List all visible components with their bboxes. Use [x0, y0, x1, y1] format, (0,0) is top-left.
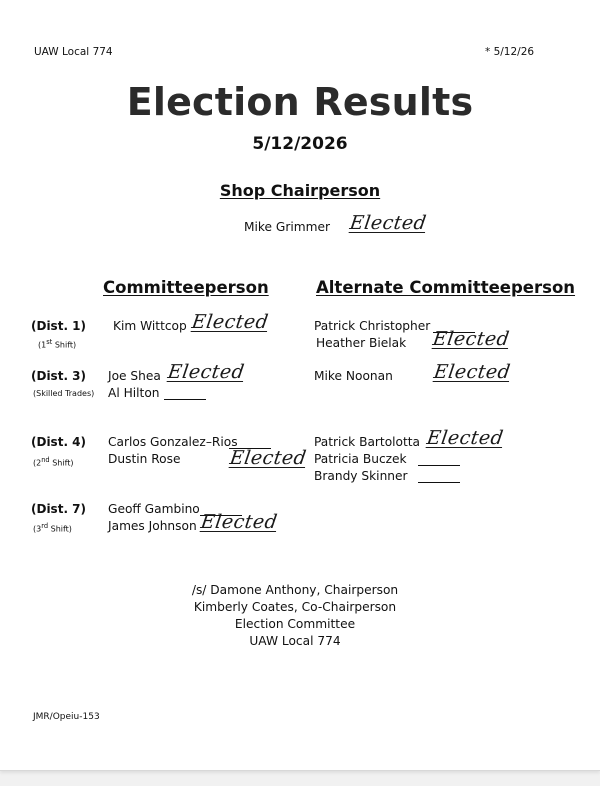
candidate-name: Mike Noonan	[314, 369, 393, 383]
org-header: UAW Local 774	[34, 46, 113, 58]
district-shift: (1st Shift)	[38, 338, 77, 350]
elected-mark: Elected	[199, 511, 279, 533]
candidate-name: Carlos Gonzalez–Rios	[108, 435, 238, 449]
election-date: 5/12/2026	[252, 134, 348, 154]
candidate-name: Dustin Rose	[108, 452, 181, 466]
page-title: Election Results	[126, 80, 474, 124]
district-shift: (3rd Shift)	[33, 522, 72, 534]
district-shift: (Skilled Trades)	[33, 389, 95, 398]
elected-mark: Elected	[348, 212, 428, 234]
blank-line	[418, 465, 460, 466]
candidate-name: Joe Shea	[108, 369, 161, 383]
committee-line: Election Committee	[234, 617, 356, 631]
district-label: (Dist. 1)	[31, 319, 87, 333]
blank-line	[418, 482, 460, 483]
elected-mark: Elected	[425, 427, 505, 449]
candidate-name: Patrick Christopher	[314, 319, 431, 333]
alternate-heading: Alternate Committeeperson	[316, 278, 576, 297]
elected-mark: Elected	[190, 311, 270, 333]
co-chair-line: Kimberly Coates, Co-Chairperson	[193, 600, 397, 614]
district-shift: (2nd Shift)	[33, 456, 74, 468]
shop-chair-heading: Shop Chairperson	[219, 181, 381, 200]
date-mark: * 5/12/26	[485, 46, 535, 58]
elected-mark: Elected	[431, 328, 511, 350]
candidate-name: Heather Bielak	[316, 336, 407, 350]
district-label: (Dist. 4)	[31, 435, 87, 449]
district-label: (Dist. 7)	[31, 502, 87, 516]
signature-line: /s/ Damone Anthony, Chairperson	[191, 583, 399, 597]
district-label: (Dist. 3)	[31, 369, 87, 383]
blank-line	[164, 399, 206, 400]
candidate-name: Patricia Buczek	[314, 452, 407, 466]
candidate-name: Geoff Gambino	[108, 502, 200, 516]
elected-mark: Elected	[432, 361, 512, 383]
candidate-name: Brandy Skinner	[314, 469, 408, 483]
footer-code: JMR/Opeiu-153	[33, 712, 100, 722]
elected-mark: Elected	[228, 447, 308, 469]
candidate-name: Kim Wittcop	[113, 319, 187, 333]
candidate-name: Patrick Bartolotta	[314, 435, 421, 449]
elected-mark: Elected	[166, 361, 246, 383]
committee-heading: Committeeperson	[103, 278, 269, 297]
candidate-name: James Johnson	[108, 519, 197, 533]
candidate-name: Al Hilton	[108, 386, 160, 400]
shop-chair-name: Mike Grimmer	[244, 220, 330, 234]
local-line: UAW Local 774	[249, 634, 341, 648]
